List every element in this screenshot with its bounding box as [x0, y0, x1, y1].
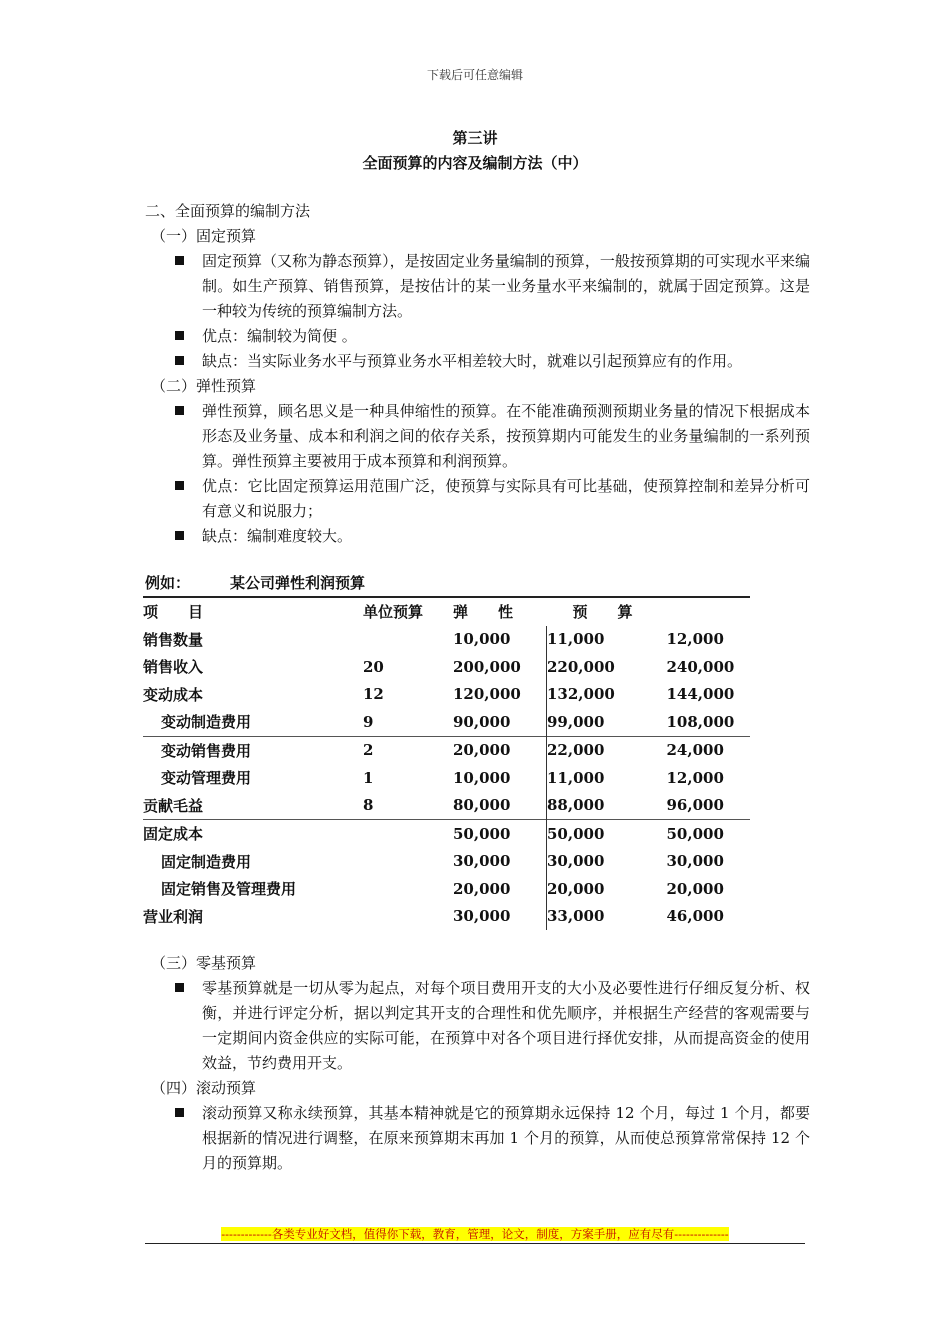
unit-cell: 12 — [363, 685, 384, 704]
unit-cell — [363, 903, 453, 931]
value-cell: 12,000 — [666, 630, 724, 649]
flexible-profit-budget-table — [143, 596, 750, 930]
bullet-item — [145, 249, 810, 324]
page-header: 下载后可任意编辑 — [426, 68, 523, 82]
square-bullet-icon — [175, 1108, 184, 1117]
unit-cell — [363, 626, 453, 654]
document-title: 全面预算的内容及编制方法（中） — [362, 154, 588, 172]
bullet-text: 零基预算就是一切从零为起点，对每个项目费用开支的大小及必要性进行仔细反复分析、权衡，并进行评定分析，据以判定其开支的合理性和优先顺序，并根据生产经营的客观需要与一定期间内资金供应的实际可能，在预算中对各个项目进行择优安排，从而提高资金的使用效益，节约费用开支。 — [202, 979, 810, 1072]
table-row — [143, 626, 750, 654]
square-bullet-icon — [175, 983, 184, 992]
row-label: 固定成本 — [143, 820, 363, 848]
row-label: 营业利润 — [143, 907, 204, 926]
value-cell: 20,000 — [453, 736, 547, 764]
subsection-heading-zero-based: （三）零基预算 — [151, 954, 257, 972]
square-bullet-icon — [175, 531, 184, 540]
subsection-heading-fixed: （一）固定预算 — [151, 227, 257, 245]
value-cell: 33,000 — [547, 903, 667, 931]
bullet-text: 缺点：当实际业务水平与预算业务水平相差较大时，就难以引起预算应有的作用。 — [202, 352, 743, 370]
example-heading — [145, 572, 365, 593]
example-title: 某公司弹性利润预算 — [230, 574, 366, 592]
value-cell: 10,000 — [453, 768, 511, 787]
footer-text: -------------各类专业好文档，值得你下载，教育，管理，论文，制度，方案手册，应有尽有-------------- — [221, 1227, 729, 1241]
value-cell: 30,000 — [666, 852, 724, 871]
unit-cell — [363, 848, 453, 876]
value-cell: 22,000 — [547, 736, 667, 764]
value-cell: 11,000 — [547, 626, 667, 654]
header-unit: 单位预算 — [363, 597, 453, 626]
unit-cell — [363, 820, 453, 848]
lecture-title: 第三讲 — [452, 129, 498, 147]
header-item: 项 目 — [143, 597, 363, 626]
header-flex: 弹 性 — [453, 597, 547, 626]
value-cell: 50,000 — [453, 820, 547, 848]
value-cell: 46,000 — [666, 907, 724, 926]
bullet-text: 缺点：编制难度较大。 — [202, 527, 353, 545]
header-budget: 预 算 — [547, 597, 667, 626]
bullet-item — [145, 399, 810, 474]
row-label: 销售数量 — [143, 630, 204, 649]
value-cell: 50,000 — [667, 820, 750, 848]
row-label: 变动制造费用 — [161, 713, 252, 732]
unit-cell: 8 — [363, 796, 374, 815]
table-row — [143, 653, 750, 681]
row-label: 变动成本 — [143, 685, 204, 704]
unit-cell: 1 — [363, 768, 374, 787]
bullet-item — [145, 349, 810, 374]
bullet-text: 固定预算（又称为静态预算），是按固定业务量编制的预算，一般按预算期的可实现水平来编制。如生产预算、销售预算，是按估计的某一业务量水平来编制的，就属于固定预算。这是一种较为传统的预算编制方法。 — [202, 252, 810, 320]
row-label: 固定制造费用 — [161, 852, 252, 871]
body-part-one — [145, 199, 810, 549]
subsection-heading-flexible: （二）弹性预算 — [151, 377, 257, 395]
square-bullet-icon — [175, 356, 184, 365]
square-bullet-icon — [175, 256, 184, 265]
table-row — [143, 792, 750, 820]
value-cell: 80,000 — [453, 796, 511, 815]
table-header-row — [143, 597, 750, 626]
table-row — [143, 875, 750, 903]
table-row — [143, 708, 750, 736]
footer-divider — [145, 1243, 805, 1244]
value-cell: 24,000 — [667, 736, 750, 764]
bullet-text: 弹性预算，顾名思义是一种具伸缩性的预算。在不能准确预测预期业务量的情况下根据成本形态及业务量、成本和利润之间的依存关系，按预算期内可能发生的业务量编制的一系列预算。弹性预算主要被用于成本预算和利润预算。 — [202, 402, 810, 470]
bullet-item — [145, 524, 810, 549]
table-row — [143, 903, 750, 931]
value-cell: 200,000 — [453, 657, 521, 676]
table-row — [143, 764, 750, 792]
bullet-item — [145, 324, 810, 349]
row-label: 变动管理费用 — [161, 769, 252, 788]
table-row — [143, 681, 750, 709]
value-cell: 11,000 — [547, 764, 667, 792]
value-cell: 99,000 — [547, 708, 667, 736]
row-label: 固定销售及管理费用 — [161, 880, 297, 899]
example-label: 例如： — [145, 574, 191, 592]
header-empty — [667, 597, 750, 626]
value-cell: 20,000 — [453, 879, 511, 898]
bullet-text: 滚动预算又称永续预算，其基本精神就是它的预算期永远保持 12 个月，每过 1 个月，都要根据新的情况进行调整，在原来预算期末再加 1 个月的预算，从而使总预算常常保持 12 个月的预算期。 — [202, 1104, 810, 1172]
square-bullet-icon — [175, 331, 184, 340]
value-cell: 12,000 — [666, 768, 724, 787]
value-cell: 132,000 — [547, 681, 667, 709]
square-bullet-icon — [175, 481, 184, 490]
subsection-heading-rolling: （四）滚动预算 — [151, 1079, 257, 1097]
value-cell: 240,000 — [666, 657, 735, 676]
value-cell: 88,000 — [547, 792, 667, 820]
unit-cell: 2 — [363, 736, 453, 764]
unit-cell: 9 — [363, 712, 374, 731]
bullet-text: 优点：编制较为简便 。 — [202, 327, 357, 345]
section-heading: 二、全面预算的编制方法 — [145, 202, 311, 220]
unit-cell: 20 — [363, 657, 384, 676]
table-row — [143, 848, 750, 876]
value-cell: 20,000 — [547, 875, 667, 903]
value-cell: 90,000 — [453, 712, 511, 731]
bullet-item — [145, 976, 810, 1076]
table-row — [143, 820, 750, 848]
value-cell: 20,000 — [666, 879, 724, 898]
value-cell: 10,000 — [453, 630, 511, 649]
value-cell: 30,000 — [453, 907, 511, 926]
bullet-item — [145, 474, 810, 524]
value-cell: 220,000 — [547, 653, 667, 681]
square-bullet-icon — [175, 406, 184, 415]
value-cell: 30,000 — [453, 852, 511, 871]
value-cell: 30,000 — [547, 848, 667, 876]
row-label: 变动销售费用 — [143, 736, 363, 764]
value-cell: 96,000 — [666, 796, 724, 815]
body-part-two — [145, 951, 810, 1176]
table-row — [143, 736, 750, 764]
row-label: 销售收入 — [143, 658, 204, 677]
bullet-text: 优点：它比固定预算运用范围广泛，使预算与实际具有可比基础，使预算控制和差异分析可有意义和说服力； — [202, 477, 810, 520]
value-cell: 120,000 — [453, 685, 521, 704]
value-cell: 144,000 — [666, 685, 735, 704]
row-label: 贡献毛益 — [143, 796, 204, 815]
value-cell: 50,000 — [547, 820, 667, 848]
unit-cell — [363, 875, 453, 903]
value-cell: 108,000 — [666, 712, 735, 731]
bullet-item — [145, 1101, 810, 1176]
footer-banner — [145, 1226, 805, 1242]
